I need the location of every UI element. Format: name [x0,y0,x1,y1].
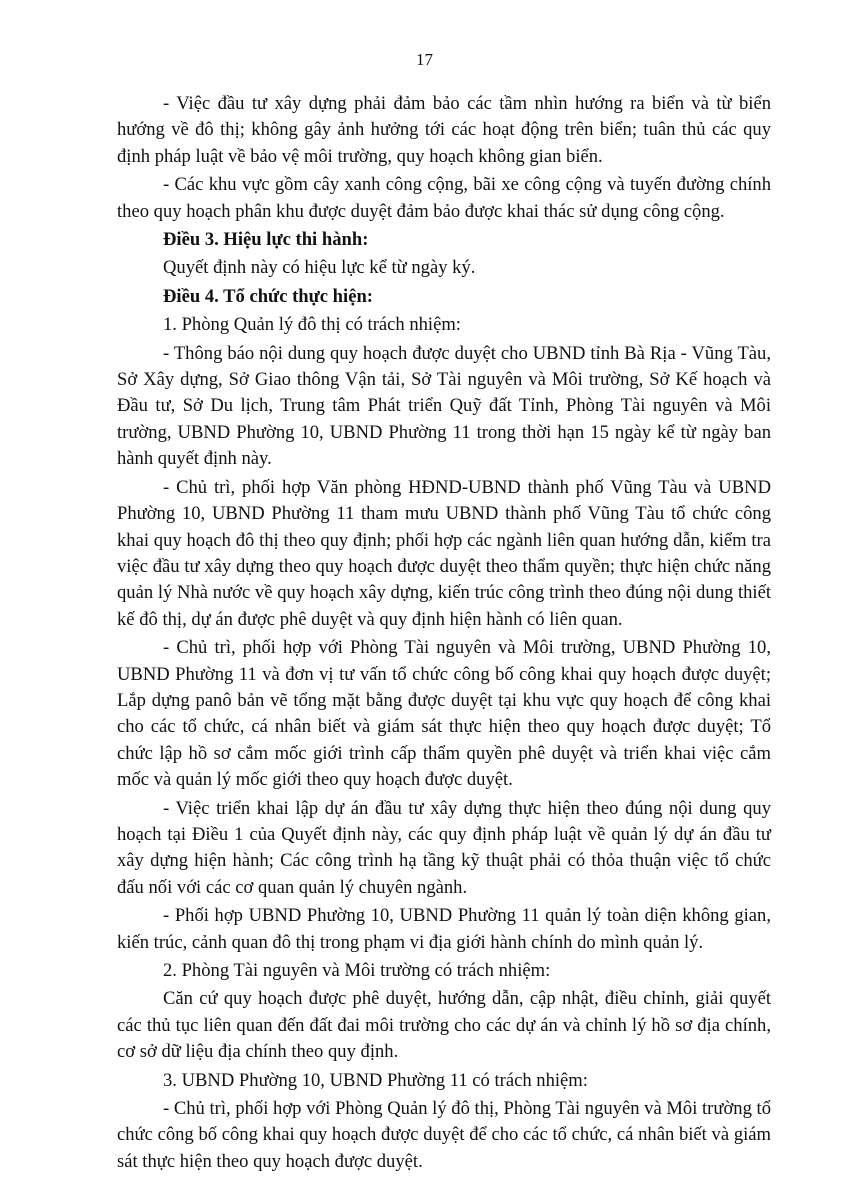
document-body [117,91,771,1177]
paragraph: - Thông báo nội dung quy hoạch được duyệt cho UBND tỉnh Bà Rịa - Vũng Tàu, Sở Xây dựng, Sở Giao thông Vận tải, Sở Tài nguyên và Môi trường, Sở Kế hoạch và Đầu tư, Sở Du lịch, Trung tâm Phát triển Quỹ đất Tỉnh, Phòng Tài nguyên và Môi trường, UBND Phường 10, UBND Phường 11 trong thời hạn 15 ngày kể từ ngày ban hành quyết định này. [117,342,771,470]
page-number: 17 [416,50,433,69]
article-heading: Điều 4. Tổ chức thực hiện: [163,285,373,307]
paragraph: Quyết định này có hiệu lực kể từ ngày ký. [163,257,476,279]
paragraph: Căn cứ quy hoạch được phê duyệt, hướng dẫn, cập nhật, điều chỉnh, giải quyết các thủ tục liên quan đến đất đai môi trường cho các dự án và chỉnh lý hồ sơ địa chính, cơ sở dữ liệu địa chính theo quy định. [117,988,771,1063]
paragraph: - Việc đầu tư xây dựng phải đảm bảo các tầm nhìn hướng ra biển và từ biển hướng về đô thị; không gây ảnh hưởng tới các hoạt động trên biển; tuân thủ các quy định pháp luật về bảo vệ môi trường, quy hoạch không gian biển. [117,93,771,167]
article-heading: Điều 3. Hiệu lực thi hành: [163,229,369,251]
paragraph: - Phối hợp UBND Phường 10, UBND Phường 11 quản lý toàn diện không gian, kiến trúc, cảnh quan đô thị trong phạm vi địa giới hành chính do mình quản lý. [117,905,771,953]
section-heading: 2. Phòng Tài nguyên và Môi trường có trách nhiệm: [163,960,551,981]
section-heading: 1. Phòng Quản lý đô thị có trách nhiệm: [163,314,461,336]
paragraph: - Chủ trì, phối hợp Văn phòng HĐND-UBND thành phố Vũng Tàu và UBND Phường 10, UBND Phường 11 tham mưu UBND thành phố Vũng Tàu tổ chức công khai quy hoạch đô thị theo quy định; phối hợp các ngành liên quan hướng dẫn, kiểm tra việc đầu tư xây dựng theo quy hoạch được duyệt theo thẩm quyền; thực hiện chức năng quản lý Nhà nước về quy hoạch xây dựng, kiến trúc công trình theo đúng nội dung thiết kế đô thị, dự án được phê duyệt và quy định hiện hành có liên quan. [117,476,771,630]
paragraph: - Các khu vực gồm cây xanh công cộng, bãi xe công cộng và tuyến đường chính theo quy hoạch phân khu được duyệt đảm bảo được khai thác sử dụng công cộng. [117,174,771,222]
paragraph: - Chủ trì, phối hợp với Phòng Quản lý đô thị, Phòng Tài nguyên và Môi trường tổ chức công bố công khai quy hoạch được duyệt để cho các tổ chức, cá nhân biết và giám sát thực hiện theo quy hoạch được duyệt. [117,1098,771,1172]
paragraph: - Việc triển khai lập dự án đầu tư xây dựng thực hiện theo đúng nội dung quy hoạch tại Điều 1 của Quyết định này, các quy định pháp luật về quản lý dự án đầu tư xây dựng hiện hành; Các công trình hạ tầng kỹ thuật phải có thỏa thuận việc tổ chức đấu nối với các cơ quan quản lý chuyên ngành. [117,797,771,898]
section-heading: 3. UBND Phường 10, UBND Phường 11 có trách nhiệm: [163,1069,588,1091]
paragraph: - Chủ trì, phối hợp với Phòng Tài nguyên và Môi trường, UBND Phường 10, UBND Phường 11 và đơn vị tư vấn tổ chức công bố công khai quy hoạch được duyệt; Lắp dựng panô bản vẽ tổng mặt bằng được duyệt tại khu vực quy hoạch để công khai cho các tổ chức, cá nhân biết và giám sát thực hiện theo quy hoạch được duyệt; Tổ chức lập hồ sơ cắm mốc giới trình cấp thẩm quyền phê duyệt và triển khai việc cắm mốc và quản lý mốc giới theo quy hoạch được duyệt. [117,637,771,791]
